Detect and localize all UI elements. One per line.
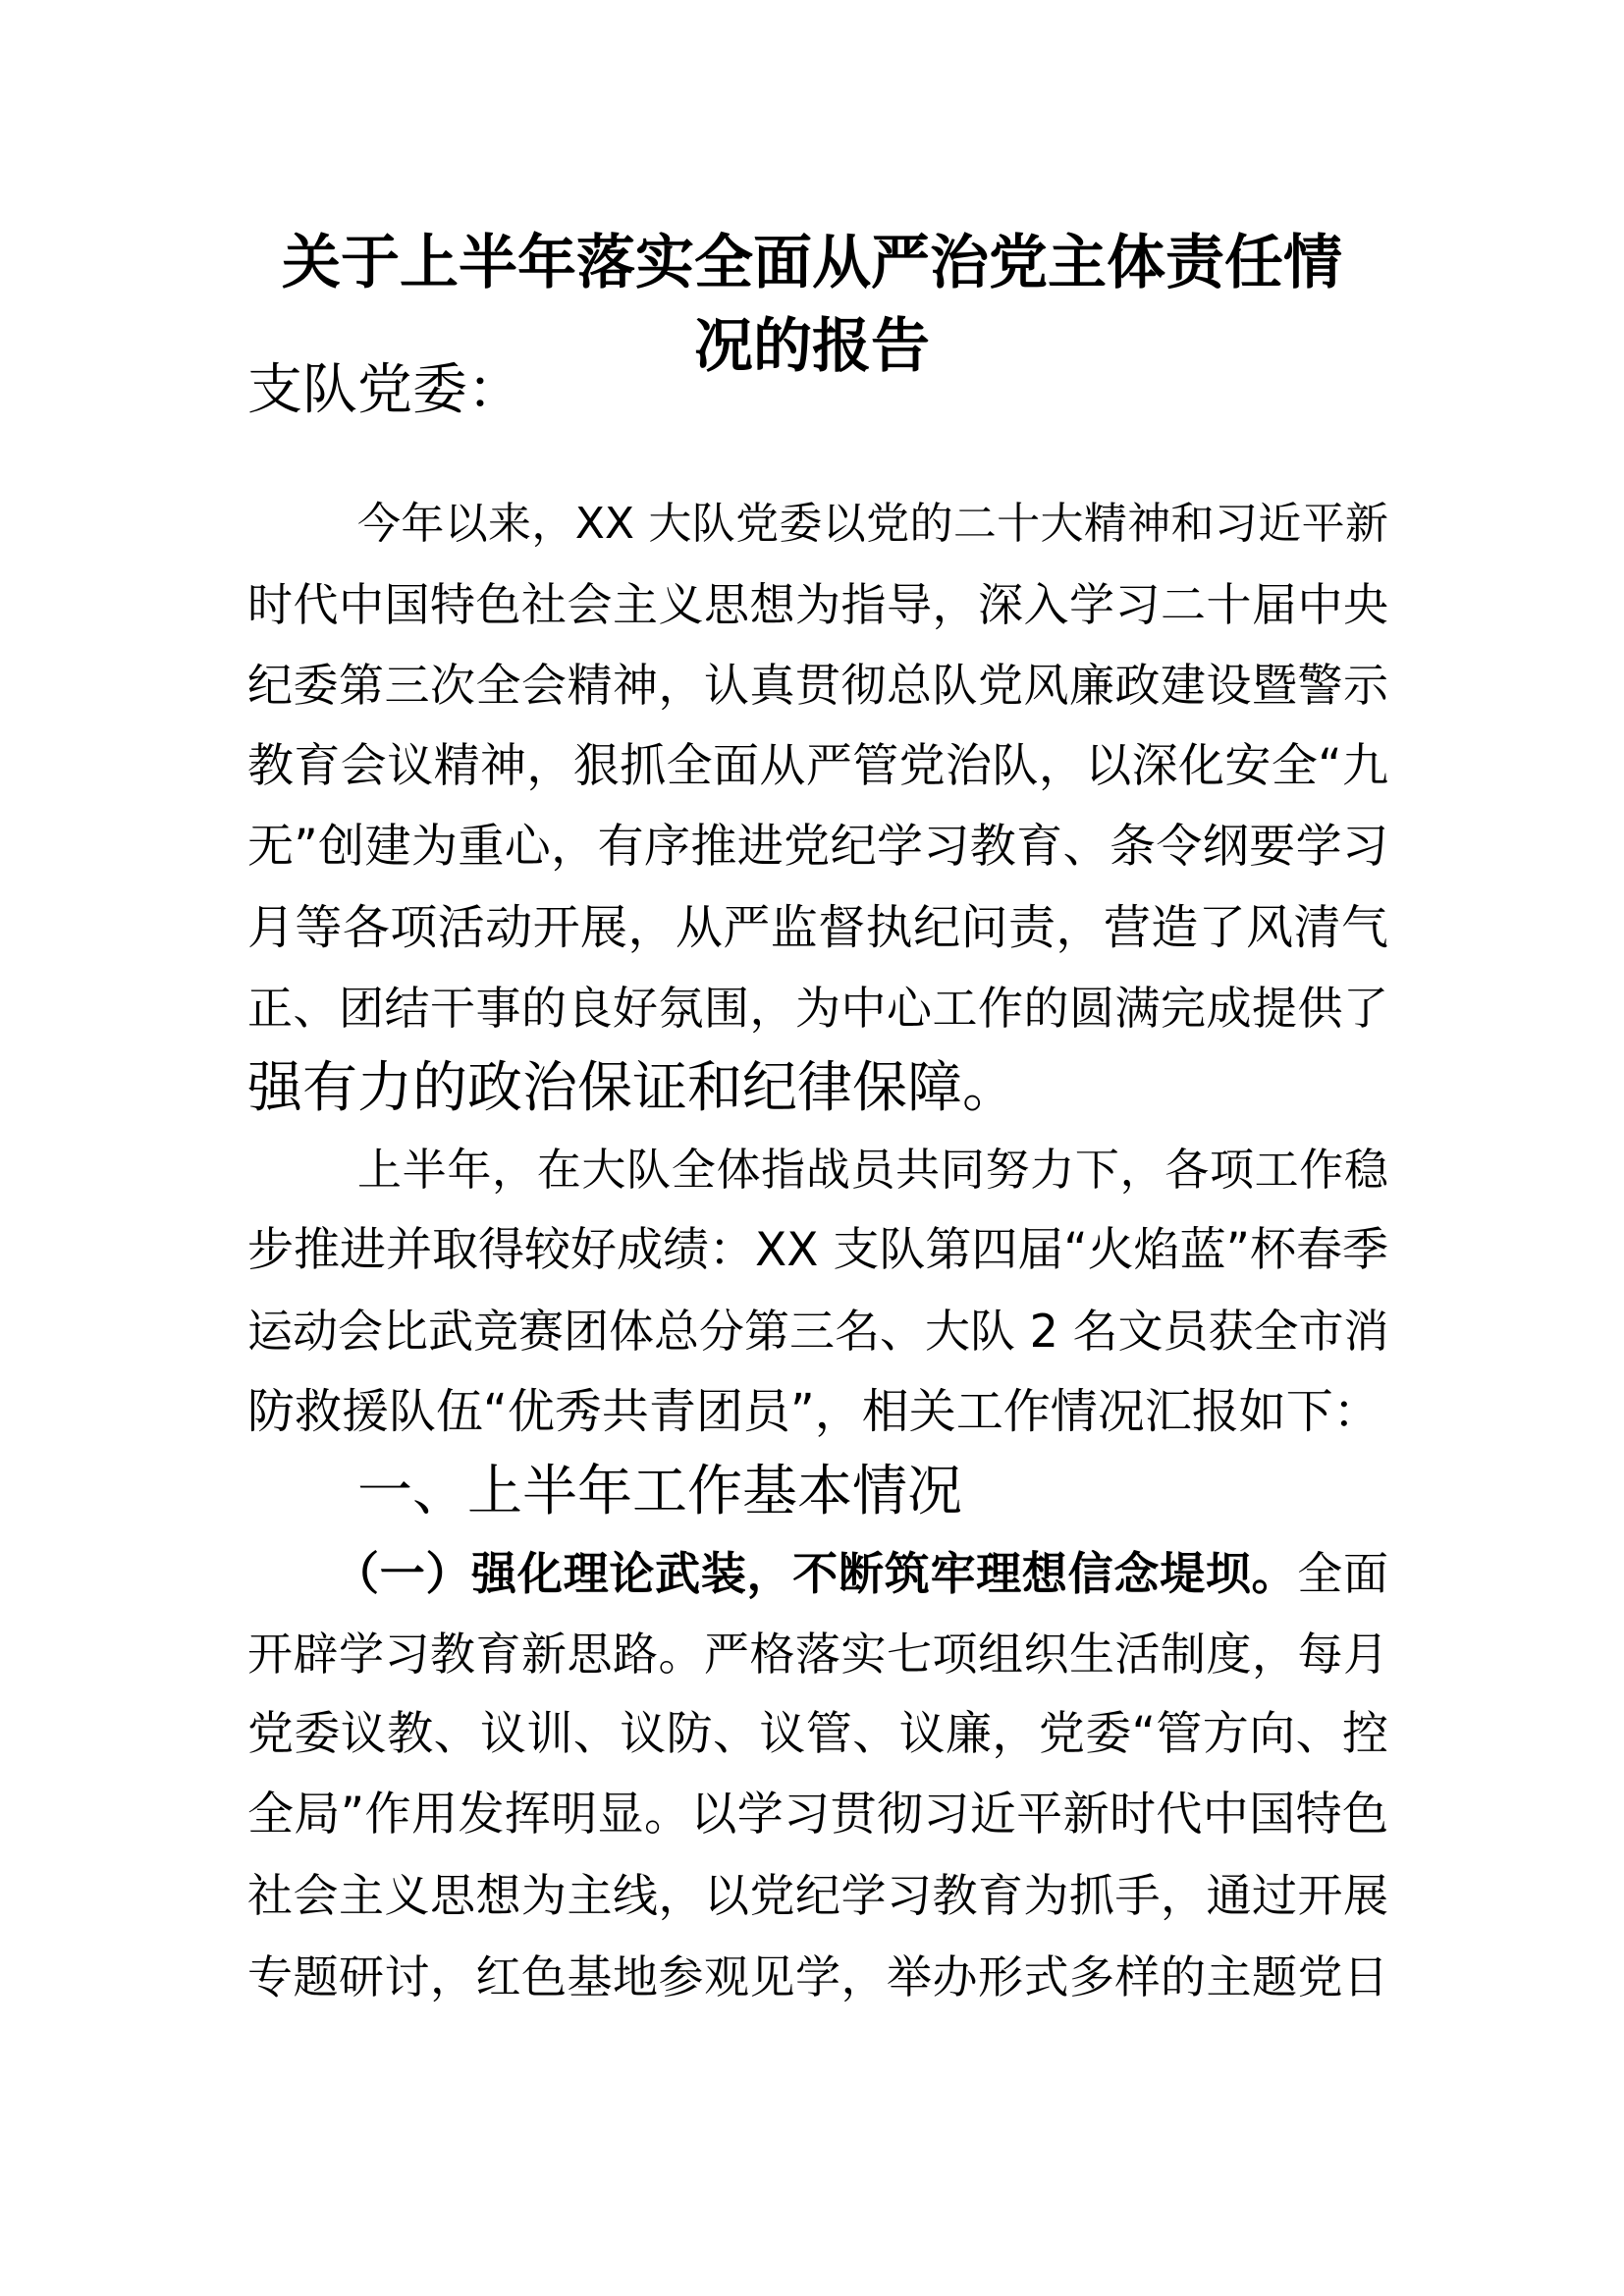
paragraph-1-line: 强有力的政治保证和纪律保障。 <box>247 1056 1017 1121</box>
paragraph-1-line: 月等各项活动开展，从严监督执纪问责，营造了风清气 <box>247 900 1388 955</box>
salutation: 支队党委： <box>247 358 522 422</box>
paragraph-2-line: 运动会比武竞赛团体总分第三名、大队 2 名文员获全市消 <box>247 1305 1389 1358</box>
section-1-line: 社会主义思想为主线，以党纪学习教育为抓手，通过开展 <box>247 1869 1388 1923</box>
section-1-text: 全面 <box>1297 1546 1389 1600</box>
document-title-line-1: 关于上半年落实全面从严治党主体责任情 <box>282 229 1342 297</box>
paragraph-1-line: 教育会议精神，狠抓全面从严管党治队，以深化安全“九 <box>247 738 1388 793</box>
paragraph-1-line: 纪委第三次全会精神，认真贯彻总队党风廉政建设暨警示 <box>247 659 1388 713</box>
section-1-line: 专题研讨，红色基地参观见学，举办形式多样的主题党日 <box>247 1949 1388 2003</box>
paragraph-1-line: 今年以来，XX 大队党委以党的二十大精神和习近平新 <box>357 499 1388 549</box>
paragraph-2-line: 步推进并取得较好成绩：XX 支队第四届“火焰蓝”杯春季 <box>247 1222 1389 1277</box>
section-1-line: 全局”作用发挥明显。以学习贯彻习近平新时代中国特色 <box>247 1788 1388 1842</box>
section-1-lead-line <box>247 1533 1388 1614</box>
section-heading: 一、上半年工作基本情况 <box>357 1460 962 1524</box>
paragraph-2-line: 上半年，在大队全体指战员共同努力下，各项工作稳 <box>357 1143 1388 1196</box>
paragraph-1-line: 正、团结干事的良好氛围，为中心工作的圆满完成提供了 <box>247 982 1388 1036</box>
section-1-bold-heading: （一）强化理论武装，不断筑牢理想信念堤坝。 <box>334 1546 1298 1600</box>
section-1-line: 开辟学习教育新思路。严格落实七项组织生活制度，每月 <box>247 1627 1388 1681</box>
paragraph-1-line: 无”创建为重心，有序推进党纪学习教育、条令纲要学习 <box>247 819 1388 874</box>
paragraph-2-line: 防救援队伍“优秀共青团员”，相关工作情况汇报如下： <box>247 1384 1380 1440</box>
document-title-line-2: 况的报告 <box>694 312 930 381</box>
section-1-line: 党委议教、议训、议防、议管、议廉，党委“管方向、控 <box>247 1707 1388 1761</box>
paragraph-1-line: 时代中国特色社会主义思想为指导，深入学习二十届中央 <box>247 578 1388 632</box>
